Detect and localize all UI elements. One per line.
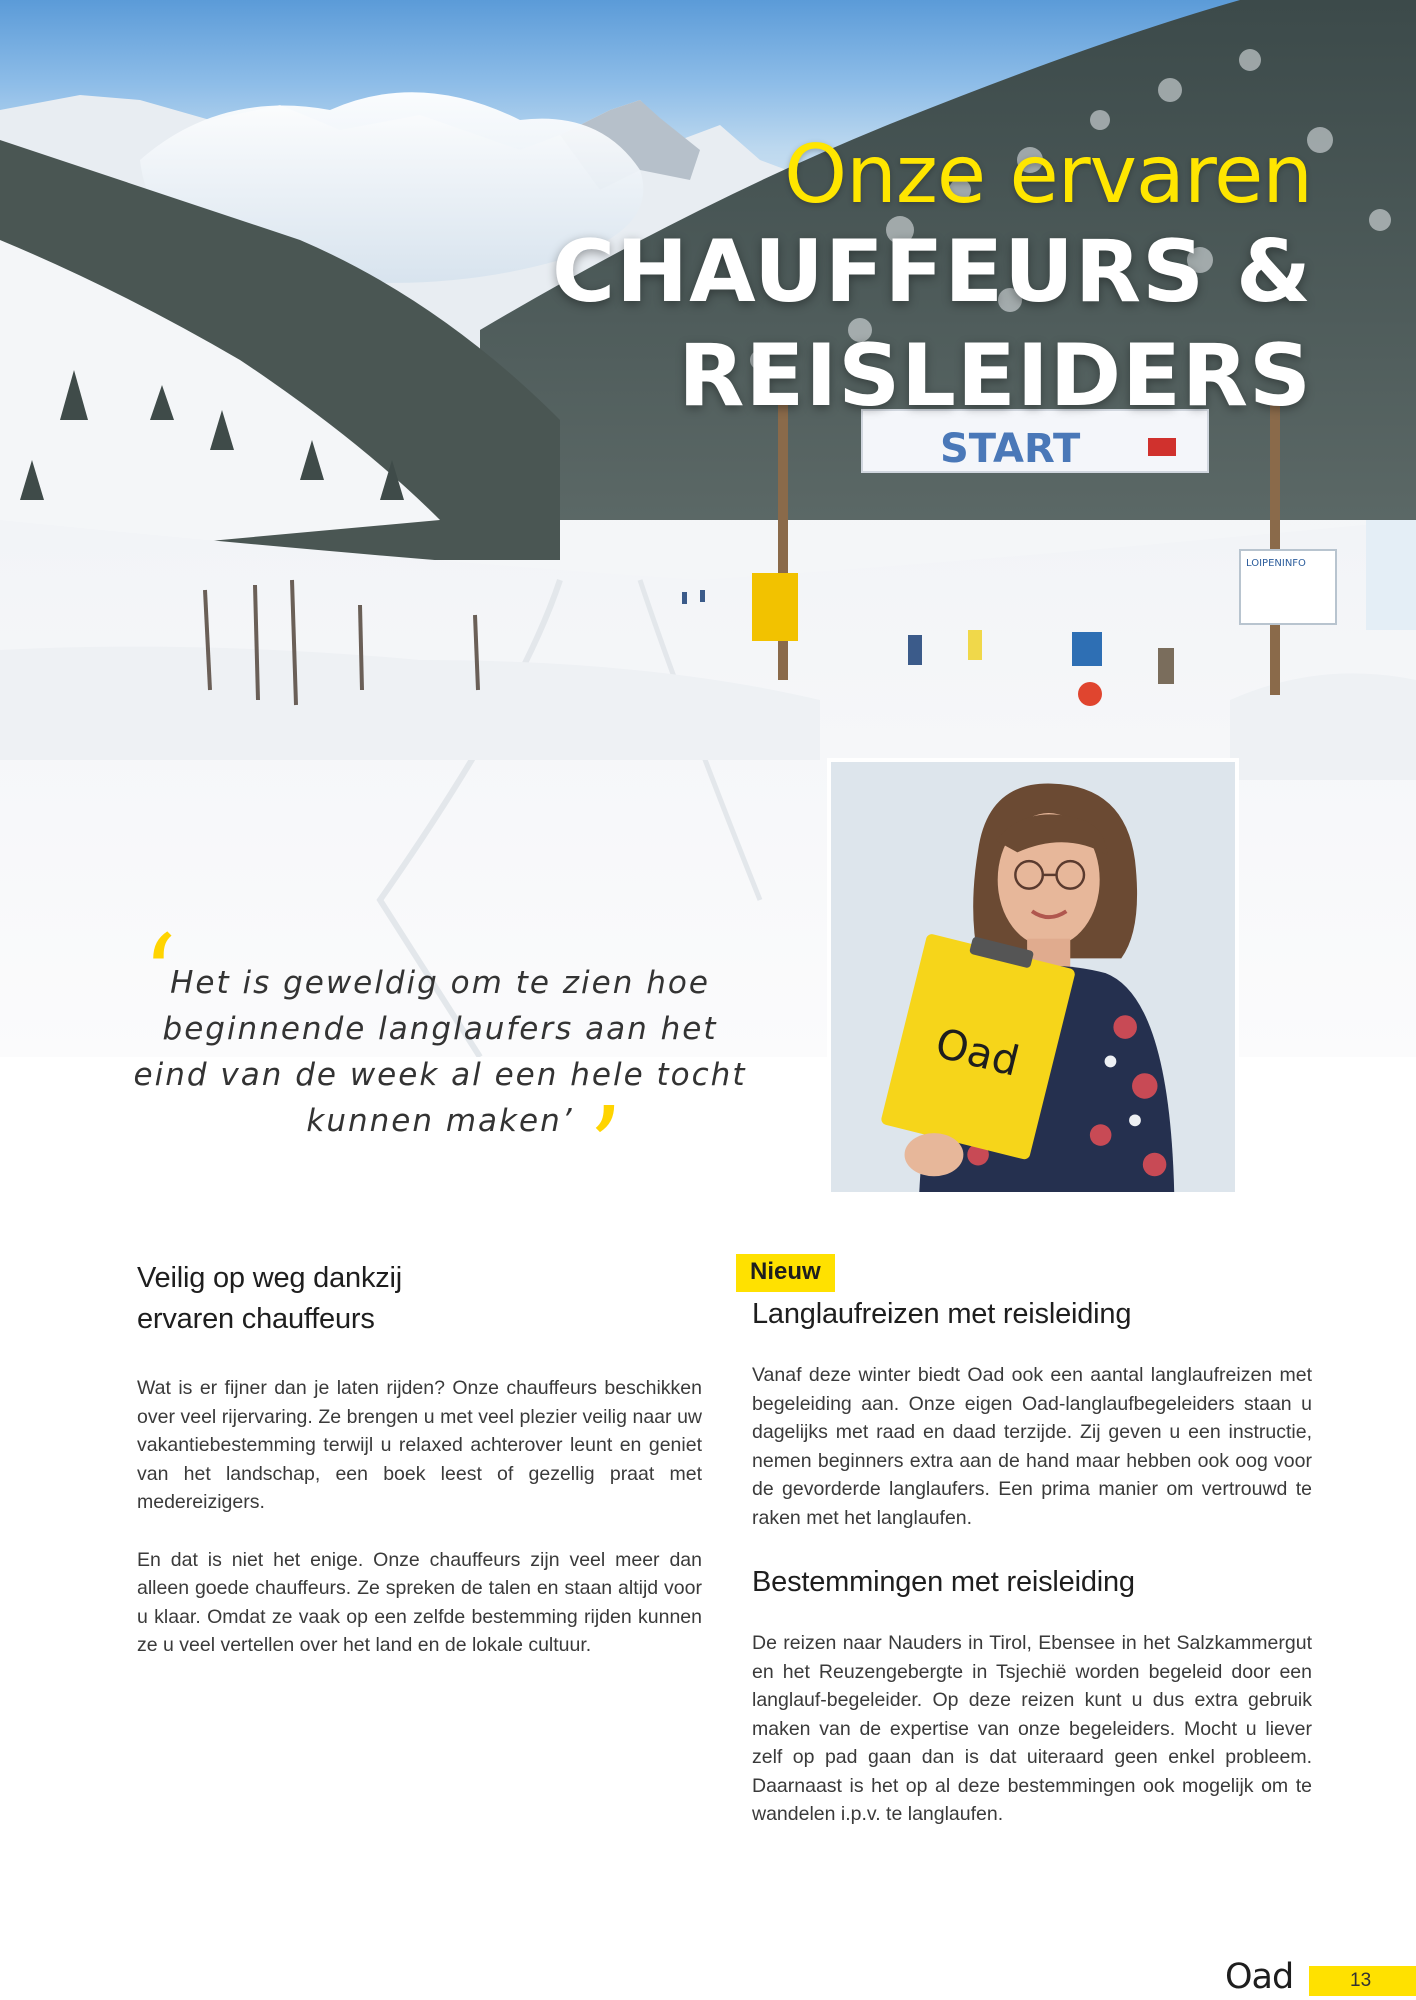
section-heading: Langlaufreizen met reisleiding <box>752 1298 1132 1330</box>
new-badge: Nieuw <box>736 1254 835 1292</box>
quote-line: beginnende langlaufers aan het <box>162 1011 718 1047</box>
page-title-line-2: CHAUFFEURS & <box>551 222 1312 322</box>
svg-text:START: START <box>940 426 1081 472</box>
quote-line: Het is geweldig om te zien hoe <box>170 965 710 1001</box>
quote-line: eind van de week al een hele tocht <box>133 1057 747 1093</box>
heading-line: Veilig op weg dankzij <box>137 1262 403 1294</box>
quote-open-mark: ‘ <box>142 911 177 1039</box>
left-column <box>137 1258 702 1660</box>
body-paragraph: Wat is er fijner dan je laten rijden? Onze chauffeurs beschikken over veel rijervaring. Ze brengen u met veel plezier veilig naar uw vakantiebestemming terwijl u relaxed achterover leunt en geniet van het landschap, een boek leest of gezellig praat met medereizigers. <box>137 1377 702 1513</box>
section-heading <box>137 1258 702 1340</box>
page-title-line-3: REISLEIDERS <box>678 326 1312 426</box>
page-title-line-1: Onze ervaren <box>784 128 1312 221</box>
clipboard-logo: Oad <box>930 1018 1024 1086</box>
svg-text:LOIPENINFO: LOIPENINFO <box>1246 558 1306 569</box>
oad-logo: Oad <box>1225 1957 1294 1997</box>
heading-line: ervaren chauffeurs <box>137 1303 375 1335</box>
page-number: 13 <box>1350 1970 1372 1991</box>
body-paragraph: En dat is niet het enige. Onze chauffeurs zijn veel meer dan alleen goede chauffeurs. Ze spreken de talen en staan altijd voor u klaar. Omdat ze vaak op een zelfde bestemming rijden kunnen ze u veel vertellen over het land en de lokale cultuur. <box>137 1548 702 1656</box>
tour-guide-portrait <box>827 758 1239 1196</box>
body-paragraph: Vanaf deze winter biedt Oad ook een aantal langlaufreizen met begeleiding aan. Onze eigen Oad-langlaufbegeleiders staan u dagelijks met raad en daad terzijde. Zij geven u een instructie, nemen beginners extra aan de hand maar hebben ook oog voor de gevorderde langlaufers. Een prima manier om vertrouwd te raken met het langlaufen. <box>752 1364 1312 1529</box>
body-paragraph: De reizen naar Nauders in Tirol, Ebensee in het Salzkammergut en het Reuzengebergte in Tsjechië worden begeleid door een langlauf-begeleider. Op deze reizen kunt u dus extra gebruik maken van de expertise van onze begeleiders. Mocht u liever zelf op pad gaan dan is dat uiteraard geen enkel probleem. Daarnaast is het op al deze bestemmingen ook mogelijk om te wandelen i.p.v. te langlaufen. <box>752 1632 1312 1825</box>
right-column <box>752 1254 1312 1829</box>
pull-quote <box>120 960 760 1144</box>
quote-close-mark: ’ <box>588 1083 623 1211</box>
quote-line: kunnen maken’ <box>306 1103 574 1139</box>
section-heading: Bestemmingen met reisleiding <box>752 1566 1135 1598</box>
